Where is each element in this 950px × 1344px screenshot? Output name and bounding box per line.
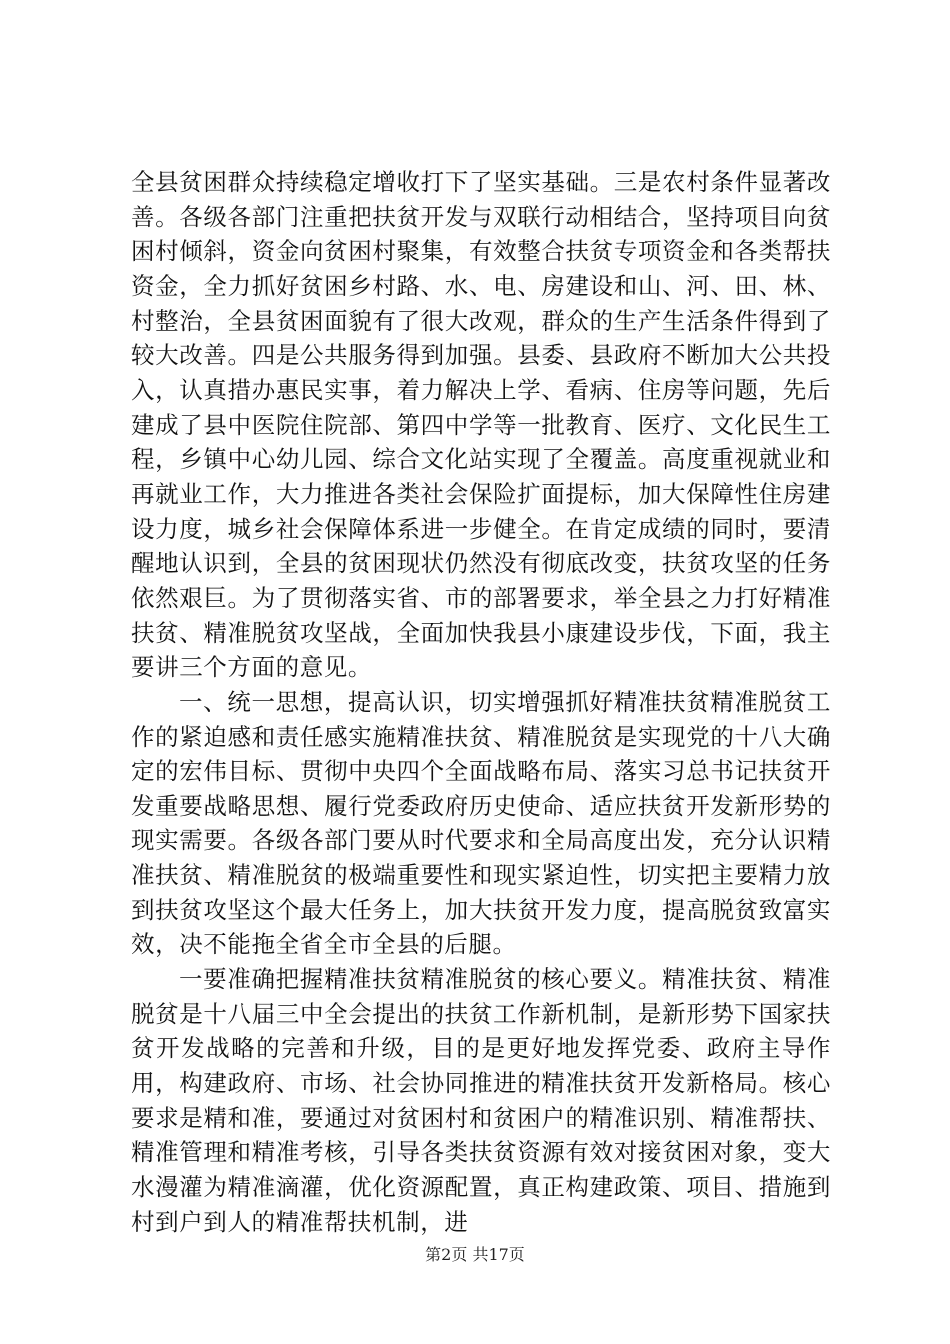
page-footer: 第2页 共17页 — [425, 1245, 525, 1264]
paragraph-section-one: 一、统一思想，提高认识，切实增强抓好精准扶贫精准脱贫工作的紧迫感和责任感实施精准扶贫、精准脱贫是实现党的十八大确定的宏伟目标、贯彻中央四个全面战略布局、落实习总书记扶贫开发重要战略思想、履行党委政府历史使命、适应扶贫开发新形势的现实需要。各级各部门要从时代要求和全局高度出发，充分认识精准扶贫、精准脱贫的极端重要性和现实紧迫性，切实把主要精力放到扶贫攻坚这个最大任务上，加大扶贫开发力度，提高脱贫致富实效，决不能拖全省全市全县的后腿。 — [131, 687, 831, 959]
paragraph-continuation: 全县贫困群众持续稳定增收打下了坚实基础。三是农村条件显著改善。各级各部门注重把扶贫开发与双联行动相结合，坚持项目向贫困村倾斜，资金向贫困村聚集，有效整合扶贫专项资金和各类帮扶资金，全力抓好贫困乡村路、水、电、房建设和山、河、田、林、村整治，全县贫困面貌有了很大改观，群众的生产生活条件得到了较大改善。四是公共服务得到加强。县委、县政府不断加大公共投入，认真措办惠民实事，着力解决上学、看病、住房等问题，先后建成了县中医院住院部、第四中学等一批教育、医疗、文化民生工程，乡镇中心幼儿园、综合文化站实现了全覆盖。高度重视就业和再就业工作，大力推进各类社会保险扩面提标，加大保障性住房建设力度，城乡社会保障体系进一步健全。在肯定成绩的同时，要清醒地认识到，全县的贫困现状仍然没有彻底改变，扶贫攻坚的任务依然艰巨。为了贯彻落实省、市的部署要求，举全县之力打好精准扶贫、精准脱贫攻坚战，全面加快我县小康建设步伐，下面，我主要讲三个方面的意见。 — [131, 168, 831, 682]
document-body — [131, 165, 831, 1239]
paragraph-core-meaning: 一要准确把握精准扶贫精准脱贫的核心要义。精准扶贫、精准脱贫是十八届三中全会提出的扶贫工作新机制，是新形势下国家扶贫开发战略的完善和升级，目的是更好地发挥党委、政府主导作用，构建政府、市场、社会协同推进的精准扶贫开发新格局。核心要求是精和准，要通过对贫困村和贫困户的精准识别、精准帮扶、精准管理和精准考核，引导各类扶贫资源有效对接贫困对象，变大水漫灌为精准滴灌，优化资源配置，真正构建政策、项目、措施到村到户到人的精准帮扶机制，进 — [131, 965, 831, 1236]
